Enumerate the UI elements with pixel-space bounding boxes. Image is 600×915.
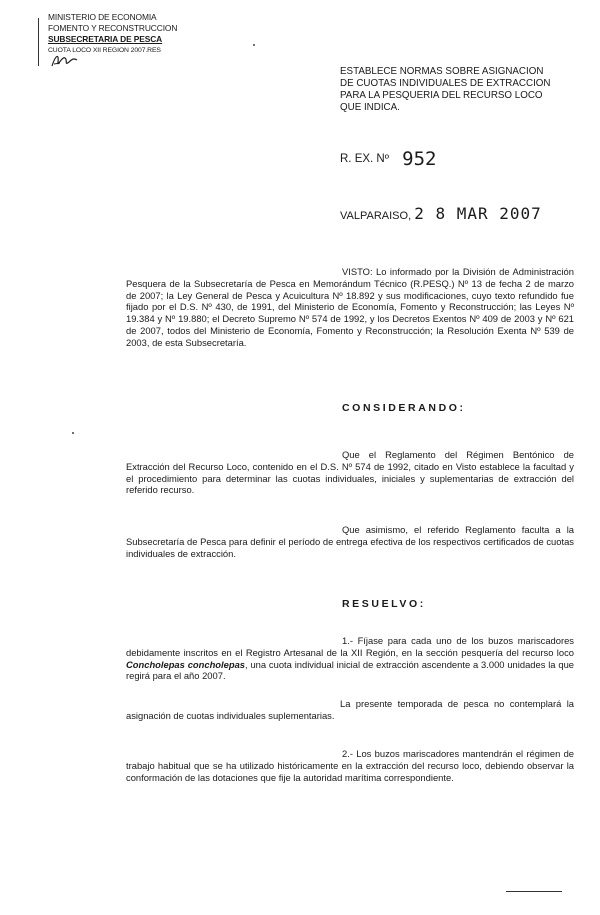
item-1-note-text: La presente temporada de pesca no contemplará la asignación de cuotas individuales suplementarias.: [126, 698, 574, 721]
margin-mark: [38, 18, 39, 66]
visto-text: VISTO: Lo informado por la División de Administración Pesquera de la Subsecretaría de Pesca en Memorándum Técnico (R.PESQ.) Nº 13 de fecha 2 de marzo de 2007; la Ley General de Pesca y Acuicultura Nº 18.892 y sus modificaciones, cuyo texto refundido fue fijado por el D.S. Nº 430, de 1991, del Ministerio de Economía, Fomento y Reconstrucción; las Leyes Nº 19.384 y Nº 19.880; el Decreto Supremo Nº 574 de 1992, y los Decretos Exentos Nº 409 de 2003 y Nº 621 de 2007, todos del Ministerio de Economía, Fomento y Reconstrucción; la Resolución Exenta Nº 539 de 2003, de esta Subsecretaría.: [126, 266, 574, 348]
considerando-heading: CONSIDERANDO:: [342, 402, 466, 414]
subject-line: DE CUOTAS INDIVIDUALES DE EXTRACCION: [340, 78, 551, 89]
item-1-text-b: , una cuota individual inicial de extracción ascendente a 3.000 unidades la que regirá para el año 2007.: [126, 658, 574, 682]
considerando-paragraph-1: [126, 449, 574, 496]
file-reference: CUOTA LOCO XII REGION 2007.RES: [48, 47, 161, 54]
subject-line: ESTABLECE NORMAS SOBRE ASIGNACION: [340, 66, 544, 77]
item-1-text-a: 1.- Fíjase para cada uno de los buzos mariscadores debidamente inscritos en el Registro Artesanal de la XII Región, en la sección pesquería del recurso loco: [126, 635, 574, 658]
item-2-text: 2.- Los buzos mariscadores mantendrán el régimen de trabajo habitual que se ha utilizado históricamente en la extracción del recurso loco, debiendo observar la conformación de las dotaciones que fije la autoridad marítima correspondiente.: [126, 748, 574, 783]
visto-paragraph: [126, 266, 574, 349]
date-block: [340, 204, 542, 223]
footer-rule: [506, 891, 562, 892]
date-stamp: 2 8 MAR 2007: [414, 204, 542, 223]
resuelvo-item-1-note: [126, 698, 574, 722]
resolution-subject: [340, 66, 560, 114]
scan-speck: [72, 432, 74, 434]
considerando-paragraph-2: [126, 524, 574, 559]
resolution-label: R. EX. Nº: [340, 153, 389, 165]
ministry-line-2: FOMENTO Y RECONSTRUCCION: [48, 23, 178, 33]
resuelvo-item-1: [126, 635, 574, 682]
handwritten-initials-icon: [50, 52, 80, 70]
resolution-number-block: [340, 148, 436, 170]
subject-line: PARA LA PESQUERIA DEL RECURSO LOCO: [340, 90, 543, 101]
scan-speck: [253, 44, 255, 46]
date-place: VALPARAISO,: [340, 210, 412, 222]
species-name: Concholepas concholepas: [126, 658, 246, 670]
resuelvo-item-2: [126, 748, 574, 783]
ministry-line-1: MINISTERIO DE ECONOMIA: [48, 12, 157, 22]
subject-line: QUE INDICA.: [340, 102, 400, 113]
considerando-text-1: Que el Reglamento del Régimen Bentónico de Extracción del Recurso Loco, contenido en el D.S. Nº 574 de 1992, citado en Visto establece la facultad y el procedimiento para determinar las cuotas individuales, iniciales y suplementarias de extracción del referido recurso.: [126, 449, 574, 496]
resuelvo-heading: RESUELVO:: [342, 598, 426, 610]
letterhead: [48, 12, 198, 56]
subsecretaria-line: SUBSECRETARIA DE PESCA: [48, 34, 163, 44]
considerando-text-2: Que asimismo, el referido Reglamento faculta a la Subsecretaría de Pesca para definir el período de entrega efectiva de los respectivos certificados de cuotas individuales de extracción.: [126, 524, 574, 559]
resolution-number: 952: [402, 148, 437, 170]
